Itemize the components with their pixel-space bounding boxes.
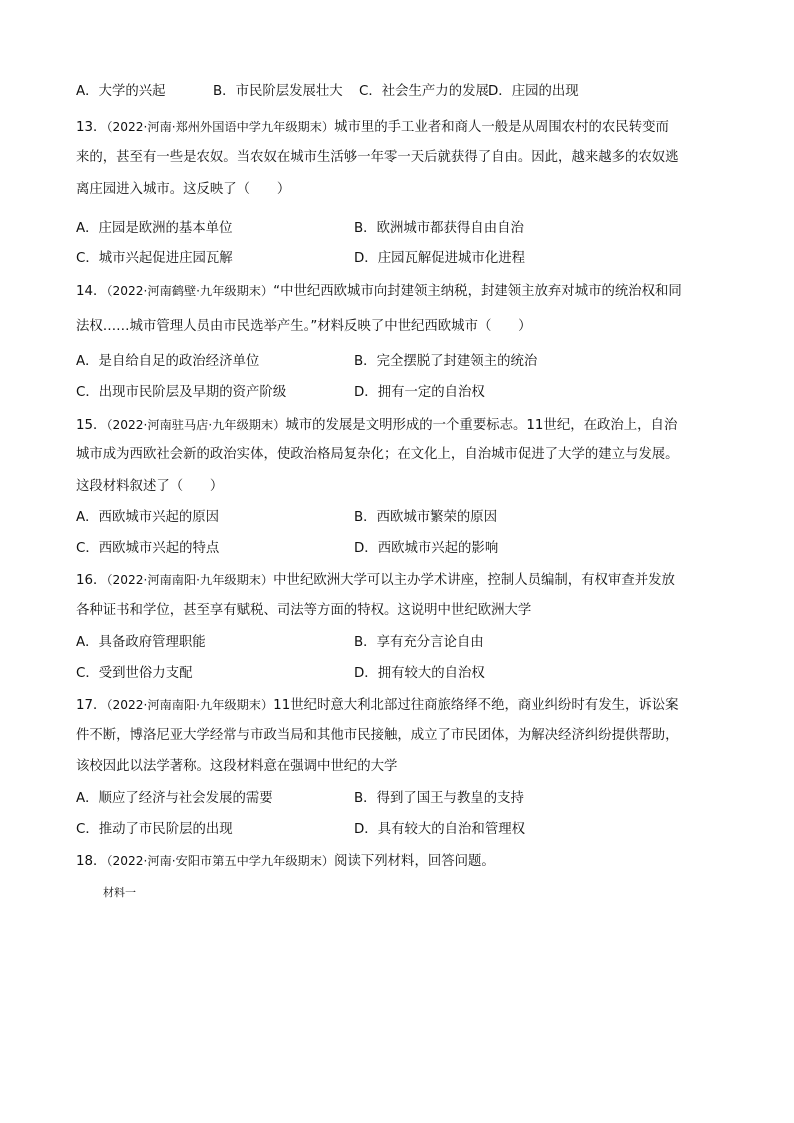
q17-text: 11世纪时意大利北部过往商旅络绎不绝，商业纠纷时有发生，诉讼案 — [273, 698, 679, 713]
q16-stem-line-2: 各种证书和学位，甚至享有赋税、司法等方面的特权。这说明中世纪欧洲大学 — [76, 603, 532, 618]
q16-number: 16． — [76, 573, 107, 588]
q16-option-a: A．具备政府管理职能 — [76, 635, 206, 650]
q18-text: 阅读下列材料，回答问题。 — [334, 854, 495, 869]
q16-text: 中世纪欧洲大学可以主办学术讲座，控制人员编制，有权审查并发放 — [273, 573, 675, 588]
q14-number: 14． — [76, 284, 107, 299]
q15-stem-line-2: 城市成为西欧社会新的政治实体，使政治格局复杂化；在文化上，自治城市促进了大学的建立与发展。 — [76, 447, 679, 462]
q17-source: （2022·河南南阳·九年级期末） — [106, 698, 274, 712]
q17-option-a: A．顺应了经济与社会发展的需要 — [76, 791, 273, 806]
q18-stem-line-1 — [76, 851, 495, 872]
q13-option-b: B．欧洲城市都获得自由自治 — [354, 221, 524, 236]
q15-number: 15． — [76, 418, 107, 433]
q14-stem-line-2: 法权……城市管理人员由市民选举产生。”材料反映了中世纪西欧城市（ ） — [76, 319, 532, 334]
q13-option-d: D．庄园瓦解促进城市化进程 — [354, 251, 525, 266]
q13-option-a: A．庄园是欧洲的基本单位 — [76, 221, 233, 236]
q12-option-d: D．庄园的出现 — [488, 84, 579, 99]
q16-option-c: C．受到世俗力支配 — [76, 666, 193, 681]
q13-source: （2022·河南·郑州外国语中学九年级期末） — [106, 120, 335, 134]
q15-text: 城市的发展是文明形成的一个重要标志。11世纪，在政治上，自治 — [285, 418, 678, 433]
q17-number: 17． — [76, 698, 107, 713]
q17-option-c: C．推动了市民阶层的出现 — [76, 822, 233, 837]
q15-option-b: B．西欧城市繁荣的原因 — [354, 510, 498, 525]
q16-option-b: B．享有充分言论自由 — [354, 635, 484, 650]
q15-stem-line-3: 这段材料叙述了（ ） — [76, 479, 224, 494]
q15-option-a: A．西欧城市兴起的原因 — [76, 510, 220, 525]
q14-option-a: A．是自给自足的政治经济单位 — [76, 354, 260, 369]
q13-stem-line-3: 离庄园进入城市。这反映了（ ） — [76, 182, 291, 197]
q16-stem-line-1 — [76, 570, 675, 591]
q17-option-d: D．具有较大的自治和管理权 — [354, 822, 525, 837]
q17-stem-line-3: 该校因此以法学著称。这段材料意在强调中世纪的大学 — [76, 759, 398, 774]
q14-option-b: B．完全摆脱了封建领主的统治 — [354, 354, 538, 369]
q18-number: 18． — [76, 854, 107, 869]
q13-option-c: C．城市兴起促进庄园瓦解 — [76, 251, 233, 266]
q15-option-c: C．西欧城市兴起的特点 — [76, 541, 220, 556]
q14-stem-line-1 — [76, 281, 682, 302]
q15-stem-line-1 — [76, 415, 677, 436]
q16-option-d: D．拥有较大的自治权 — [354, 666, 485, 681]
q14-option-c: C．出现市民阶层及早期的资产阶级 — [76, 385, 287, 400]
q18-material-label: 材料一 — [103, 886, 136, 899]
q15-source: （2022·河南驻马店·九年级期末） — [106, 418, 286, 432]
q13-stem-line-1 — [76, 117, 669, 138]
q14-text: “中世纪西欧城市向封建领主纳税，封建领主放弃对城市的统治权和同 — [273, 284, 682, 299]
q17-option-b: B．得到了国王与教皇的支持 — [354, 791, 524, 806]
q12-option-a: A．大学的兴起 — [76, 84, 166, 99]
q16-source: （2022·河南南阳·九年级期末） — [106, 573, 274, 587]
q12-option-b: B．市民阶层发展壮大 — [213, 84, 343, 99]
q18-source: （2022·河南·安阳市第五中学九年级期末） — [106, 854, 335, 868]
q17-stem-line-2: 件不断，博洛尼亚大学经常与市政当局和其他市民接触，成立了市民团体，为解决经济纠纷提供帮助， — [76, 728, 679, 743]
q15-option-d: D．西欧城市兴起的影响 — [354, 541, 499, 556]
q14-source: （2022·河南鹤壁·九年级期末） — [106, 284, 274, 298]
q13-text: 城市里的手工业者和商人一般是从周围农村的农民转变而 — [334, 120, 669, 135]
q13-number: 13． — [76, 120, 107, 135]
q14-option-d: D．拥有一定的自治权 — [354, 385, 485, 400]
q17-stem-line-1 — [76, 695, 679, 716]
q12-option-c: C．社会生产力的发展 — [359, 84, 489, 99]
q13-stem-line-2: 来的，甚至有一些是农奴。当农奴在城市生活够一年零一天后就获得了自由。因此，越来越多的农奴逃 — [76, 150, 679, 165]
